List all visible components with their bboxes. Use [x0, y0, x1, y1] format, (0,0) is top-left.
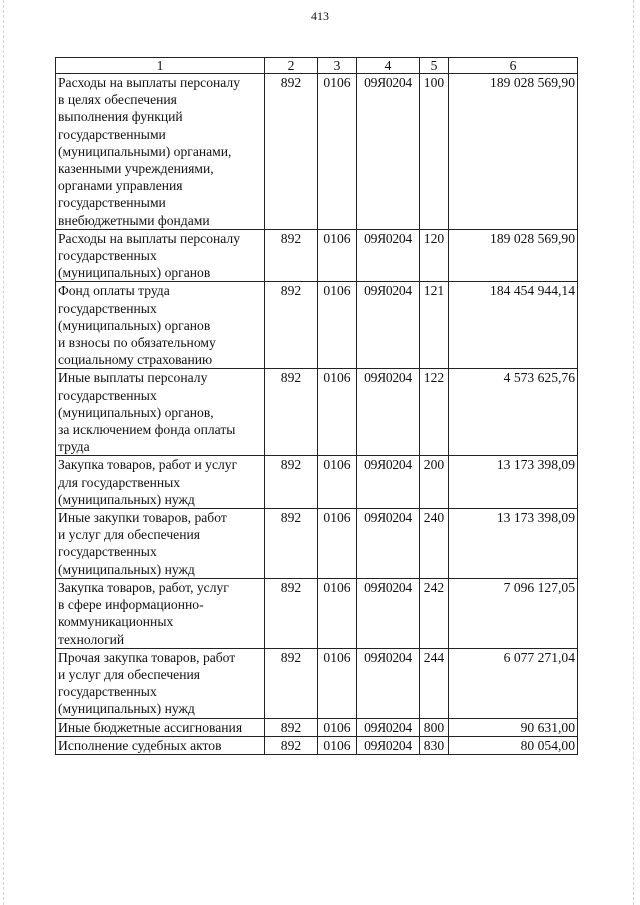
- admin-code-cell: 892: [265, 578, 318, 648]
- target-article-cell: 09Я0204: [357, 229, 420, 282]
- description-line: в целях обеспечения: [58, 92, 177, 108]
- amount-cell: 13 173 398,09: [449, 509, 578, 579]
- description-line: труда: [58, 439, 90, 455]
- target-article-cell: 09Я0204: [357, 736, 420, 754]
- description-line: Иные выплаты персоналу: [58, 370, 208, 386]
- section-code-cell: 0106: [318, 648, 357, 718]
- table-row: [56, 74, 578, 230]
- description-line: выполнения функций: [58, 109, 183, 125]
- description-cell: [56, 509, 265, 579]
- admin-code-cell: 892: [265, 718, 318, 736]
- admin-code-cell: 892: [265, 509, 318, 579]
- description-line: (муниципальных) нужд: [58, 491, 195, 507]
- amount-cell: 80 054,00: [449, 736, 578, 754]
- description-line: государственных: [58, 300, 157, 316]
- admin-code-cell: 892: [265, 282, 318, 369]
- amount-cell: 189 028 569,90: [449, 74, 578, 230]
- target-article-cell: 09Я0204: [357, 509, 420, 579]
- description-cell: [56, 456, 265, 509]
- admin-code-cell: 892: [265, 74, 318, 230]
- expense-type-cell: 100: [420, 74, 449, 230]
- description-cell: [56, 578, 265, 648]
- description-cell: [56, 74, 265, 230]
- col-header-6: 6: [449, 58, 578, 74]
- description-line: Иные закупки товаров, работ: [58, 510, 227, 526]
- col-header-4: 4: [357, 58, 420, 74]
- section-code-cell: 0106: [318, 578, 357, 648]
- amount-cell: 90 631,00: [449, 718, 578, 736]
- description-line: государственных: [58, 387, 157, 403]
- description-line: государственных: [58, 248, 157, 264]
- table-row: [56, 718, 578, 736]
- description-line: для государственных: [58, 474, 181, 490]
- expense-type-cell: 830: [420, 736, 449, 754]
- admin-code-cell: 892: [265, 736, 318, 754]
- description-line: в сфере информационно-: [58, 597, 204, 613]
- amount-cell: 6 077 271,04: [449, 648, 578, 718]
- expense-type-cell: 240: [420, 509, 449, 579]
- description-line: Расходы на выплаты персоналу: [58, 230, 240, 246]
- description-line: казенными учреждениями,: [58, 161, 214, 177]
- description-line: за исключением фонда оплаты: [58, 422, 236, 438]
- table-row: [56, 282, 578, 369]
- description-line: государственными: [58, 195, 166, 211]
- expense-type-cell: 244: [420, 648, 449, 718]
- target-article-cell: 09Я0204: [357, 282, 420, 369]
- description-line: (муниципальных) органов: [58, 265, 211, 281]
- description-line: Фонд оплаты труда: [58, 283, 170, 299]
- table-row: [56, 648, 578, 718]
- expense-type-cell: 800: [420, 718, 449, 736]
- section-code-cell: 0106: [318, 369, 357, 456]
- admin-code-cell: 892: [265, 229, 318, 282]
- description-line: (муниципальных) органов: [58, 317, 211, 333]
- section-code-cell: 0106: [318, 718, 357, 736]
- amount-cell: 13 173 398,09: [449, 456, 578, 509]
- target-article-cell: 09Я0204: [357, 718, 420, 736]
- admin-code-cell: 892: [265, 456, 318, 509]
- description-line: (муниципальных) органов,: [58, 404, 214, 420]
- col-header-3: 3: [318, 58, 357, 74]
- amount-cell: 7 096 127,05: [449, 578, 578, 648]
- col-header-2: 2: [265, 58, 318, 74]
- table-row: [56, 736, 578, 754]
- scan-edge-right: [633, 0, 635, 905]
- expense-type-cell: 200: [420, 456, 449, 509]
- description-line: Закупка товаров, работ, услуг: [58, 579, 229, 595]
- description-line: и услуг для обеспечения: [58, 666, 200, 682]
- expense-type-cell: 121: [420, 282, 449, 369]
- description-cell: [56, 736, 265, 754]
- page-number: 413: [311, 9, 329, 23]
- description-line: Расходы на выплаты персоналу: [58, 75, 240, 90]
- section-code-cell: 0106: [318, 282, 357, 369]
- description-line: коммуникационных: [58, 614, 174, 630]
- description-cell: [56, 369, 265, 456]
- col-header-5: 5: [420, 58, 449, 74]
- description-line: и услуг для обеспечения: [58, 527, 200, 543]
- target-article-cell: 09Я0204: [357, 456, 420, 509]
- amount-cell: 189 028 569,90: [449, 229, 578, 282]
- description-line: (муниципальных) нужд: [58, 561, 195, 577]
- description-line: и взносы по обязательному: [58, 335, 216, 351]
- header-row: [56, 58, 578, 74]
- target-article-cell: 09Я0204: [357, 648, 420, 718]
- scan-edge-left: [3, 0, 5, 905]
- description-line: Прочая закупка товаров, работ: [58, 649, 236, 665]
- description-line: Исполнение судебных актов: [58, 737, 222, 753]
- description-line: Закупка товаров, работ и услуг: [58, 457, 238, 473]
- description-line: (муниципальных) нужд: [58, 701, 195, 717]
- admin-code-cell: 892: [265, 369, 318, 456]
- table-row: [56, 229, 578, 282]
- description-line: государственными: [58, 126, 166, 142]
- description-line: (муниципальными) органами,: [58, 143, 232, 159]
- target-article-cell: 09Я0204: [357, 578, 420, 648]
- target-article-cell: 09Я0204: [357, 369, 420, 456]
- expense-type-cell: 122: [420, 369, 449, 456]
- description-line: внебюджетными фондами: [58, 212, 210, 228]
- description-line: государственных: [58, 544, 157, 560]
- description-cell: [56, 229, 265, 282]
- section-code-cell: 0106: [318, 509, 357, 579]
- budget-table: [55, 57, 578, 755]
- description-line: технологий: [58, 631, 125, 647]
- table-row: [56, 369, 578, 456]
- expense-type-cell: 242: [420, 578, 449, 648]
- col-header-1: 1: [56, 58, 265, 74]
- description-line: социальному страхованию: [58, 352, 213, 368]
- table-row: [56, 578, 578, 648]
- admin-code-cell: 892: [265, 648, 318, 718]
- section-code-cell: 0106: [318, 229, 357, 282]
- description-line: Иные бюджетные ассигнования: [58, 719, 243, 735]
- section-code-cell: 0106: [318, 456, 357, 509]
- table-row: [56, 456, 578, 509]
- description-cell: [56, 718, 265, 736]
- table-row: [56, 509, 578, 579]
- description-cell: [56, 282, 265, 369]
- amount-cell: 4 573 625,76: [449, 369, 578, 456]
- section-code-cell: 0106: [318, 736, 357, 754]
- amount-cell: 184 454 944,14: [449, 282, 578, 369]
- target-article-cell: 09Я0204: [357, 74, 420, 230]
- expense-type-cell: 120: [420, 229, 449, 282]
- description-cell: [56, 648, 265, 718]
- description-line: органами управления: [58, 178, 183, 194]
- description-line: государственных: [58, 684, 157, 700]
- section-code-cell: 0106: [318, 74, 357, 230]
